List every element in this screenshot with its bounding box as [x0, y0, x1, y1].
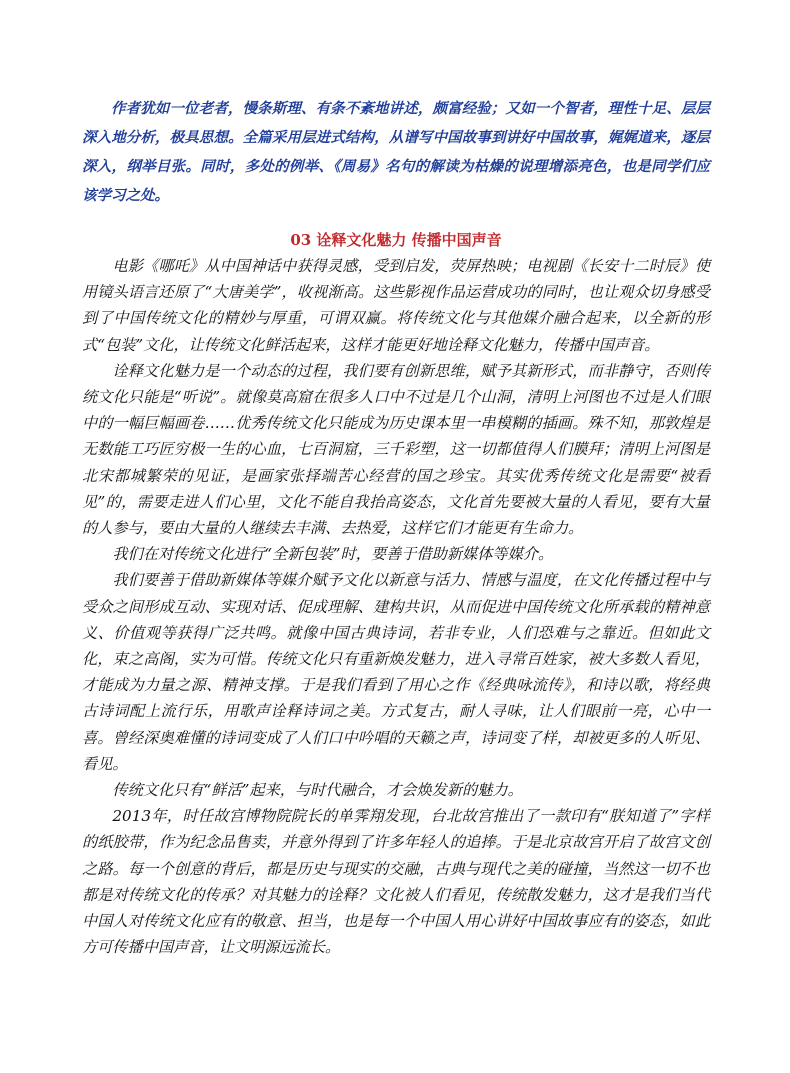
article-paragraph-1: 电影《哪吒》从中国神话中获得灵感，受到启发，荧屏热映；电视剧《长安十二时辰》使用镜头语言还原了“大唐美学”，收视渐高。这些影视作品运营成功的同时，也让观众切身感受到了中国传统文化的精妙与厚重，可谓双赢。将传统文化与其他媒介融合起来，以全新的形式“包装”文化，让传统文化鲜活起来，这样才能更好地诠释文化魅力，传播中国声音。	[82, 257, 710, 354]
commentary-paragraph: 作者犹如一位老者，慢条斯理、有条不紊地讲述，颇富经验；又如一个智者，理性十足、层层深入地分析，极具思想。全篇采用层进式结构，从谱写中国故事到讲好中国故事，娓娓道来，逐层深入，纲举目张。同时，多处的例举、《周易》名句的解读为枯燥的说理增添亮色，也是同学们应该学习之处。	[82, 100, 710, 204]
document-page	[82, 94, 710, 960]
article-paragraph-5: 传统文化只有“鲜活”起来，与时代融合，才会焕发新的魅力。	[112, 781, 523, 800]
section-title: 03 诠释文化魅力 传播中国声音	[290, 231, 502, 249]
article-paragraph-2: 诠释文化魅力是一个动态的过程，我们要有创新思维，赋予其新形式，而非静守，否则传统文化只能是“听说”。就像莫高窟在很多人口中不过是几个山洞，清明上河图也不过是人们眼中的一幅巨幅画卷……优秀传统文化只能成为历史课本里一串模糊的插画。殊不知，那敦煌是无数能工巧匠穷极一生的心血，七百洞窟，三千彩塑，这一切都值得人们膜拜；清明上河图是北宋都城繁荣的见证，是画家张择端苦心经营的国之珍宝。其实优秀传统文化是需要“被看见”的，需要走进人们心里，文化不能自我抬高姿态，文化首先要被大量的人看见，要有大量的人参与，要由大量的人继续去丰满、去热爱，这样它们才能更有生命力。	[82, 361, 710, 538]
article-paragraph-6: 2013年，时任故宫博物院院长的单霁翔发现，台北故宫推出了一款印有“朕知道了”字样的纸胶带，作为纪念品售卖，并意外得到了许多年轻人的追捧。于是北京故宫开启了故宫文创之路。每一个创意的背后，都是历史与现实的交融，古典与现代之美的碰撞，当然这一切不也都是对传统文化的传承？对其魅力的诠释？文化被人们看见，传统散发魅力，这才是我们当代中国人对传统文化应有的敬意、担当，也是每一个中国人用心讲好中国故事应有的姿态，如此方可传播中国声音，让文明源远流长。	[82, 807, 710, 957]
article-body	[82, 253, 710, 960]
article-paragraph-4: 我们要善于借助新媒体等媒介赋予文化以新意与活力、情感与温度，在文化传播过程中与受众之间形成互动、实现对话、促成理解、建构共识，从而促进中国传统文化所承载的精神意义、价值观等获得广泛共鸣。就像中国古典诗词，若非专业，人们恐难与之靠近。但如此文化，束之高阁，实为可惜。传统文化只有重新焕发魅力，进入寻常百姓家，被大多数人看见，才能成为力量之源、精神支撑。于是我们看到了用心之作《经典咏流传》，和诗以歌，将经典古诗词配上流行乐，用歌声诠释诗词之美。方式复古，耐人寻味，让人们眼前一亮，心中一喜。曾经深奥难懂的诗词变成了人们口中吟唱的天籁之声，诗词变了样，却被更多的人听见、看见。	[82, 571, 710, 773]
article-paragraph-3: 我们在对传统文化进行“全新包装”时，要善于借助新媒体等媒介。	[112, 545, 554, 564]
